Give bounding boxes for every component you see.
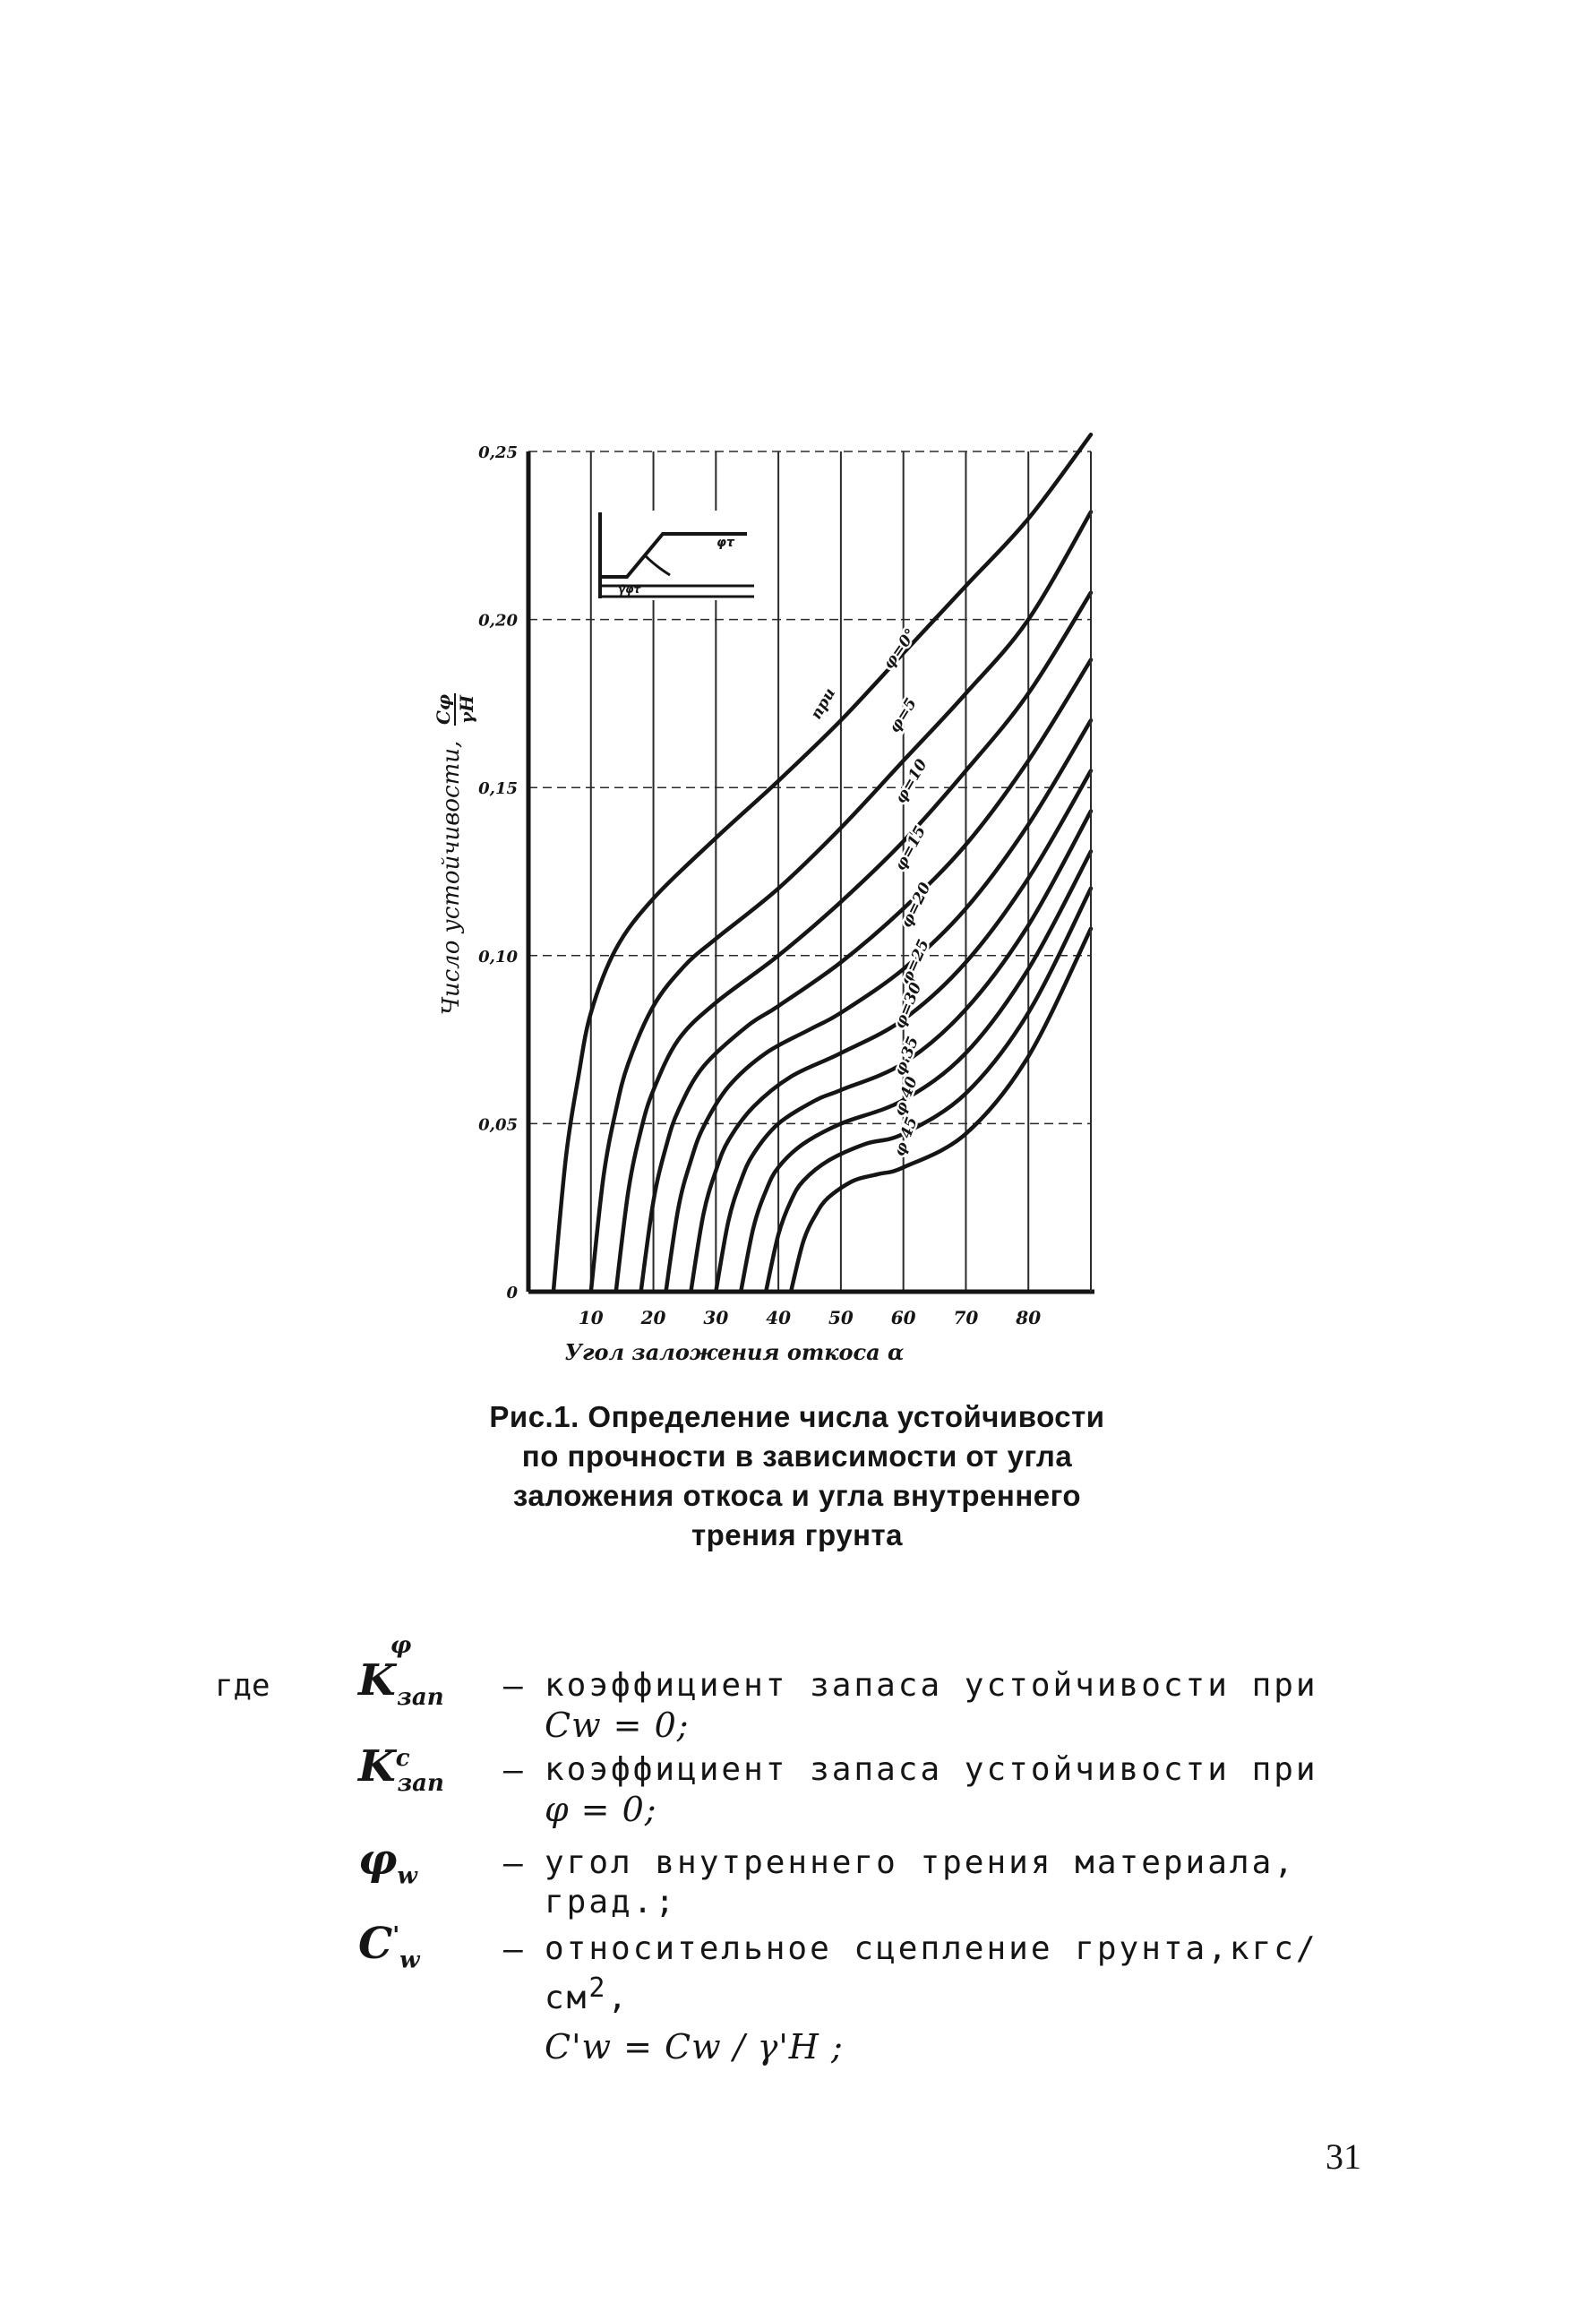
x-tick-label: 40: [766, 1307, 792, 1328]
series-line: [666, 720, 1092, 1292]
definition-text: [545, 1929, 1369, 2067]
definition-k-c: [358, 1741, 1379, 1836]
slope-inset-diagram: [596, 511, 758, 600]
definition-dash: –: [503, 1931, 523, 1968]
definition-condition: φ = 0;: [545, 1790, 657, 1829]
symbol-k-phi: [358, 1632, 493, 1711]
inset-label-top: φτ: [716, 536, 734, 550]
y-axis-fraction-den: γH: [456, 694, 477, 725]
curve-label: φ 45: [890, 1114, 922, 1159]
definition-dash: –: [503, 1845, 523, 1882]
y-tick-label: 0,05: [478, 1115, 518, 1135]
curve-label: при: [807, 684, 840, 723]
figure-caption: [394, 1397, 1200, 1555]
definition-line: коэффициент запаса устойчивости при: [545, 1667, 1318, 1704]
symbol-main: K: [358, 1741, 396, 1792]
symbol-sup: ': [392, 1922, 400, 1949]
definition-dash: –: [503, 1668, 523, 1705]
x-tick-label: 30: [703, 1307, 729, 1328]
definition-text: [545, 1666, 1369, 1745]
definition-dash: –: [503, 1752, 523, 1789]
symbol-main: K: [358, 1655, 396, 1706]
y-tick-label: 0,25: [478, 443, 518, 462]
symbol-sub: w: [397, 1862, 417, 1890]
symbol-main: φ: [358, 1835, 398, 1885]
x-tick-label: 60: [890, 1307, 916, 1328]
definition-phi-w: [358, 1835, 1379, 1929]
curve-label: φ=0°: [880, 625, 921, 673]
y-axis-title: [433, 693, 477, 1015]
x-tick-label: 20: [640, 1307, 666, 1328]
definition-line: коэффициент запаса устойчивости при: [545, 1751, 1318, 1788]
curve-label: φ=5: [885, 695, 921, 736]
x-tick-label: 10: [578, 1307, 604, 1328]
curve-label: φ=30: [890, 980, 926, 1032]
definition-text: [545, 1750, 1369, 1829]
page-number: 31: [1326, 2136, 1361, 2177]
caption-line-1: Рис.1. Определение числа устойчивости: [489, 1400, 1105, 1433]
definition-line-text: относительное сцепление грунта,кгс/см: [545, 1930, 1318, 2016]
definition-condition: град.;: [545, 1884, 678, 1921]
x-tick-label: 80: [1016, 1307, 1042, 1328]
x-tick-label: 50: [828, 1307, 854, 1328]
symbol-sup: c: [395, 1745, 410, 1772]
y-axis-title-text: Число устойчивости,: [438, 740, 465, 1016]
symbol-sub: зап: [397, 1683, 444, 1711]
curve-label: φ 35: [890, 1034, 923, 1078]
caption-line-2: по прочности в зависимости от угла: [521, 1439, 1073, 1473]
symbol-k-c: [358, 1741, 493, 1797]
caption-line-3: заложения откоса и угла внутреннего: [512, 1479, 1082, 1512]
definition-c-w: [358, 1919, 1379, 2067]
curve-label: φ=20: [897, 880, 935, 931]
y-tick-label: 0,10: [478, 947, 518, 967]
symbol-main: C: [358, 1919, 393, 1969]
definition-condition: C'w = Cw / γ'H ;: [545, 2027, 844, 2067]
definition-line: [545, 1929, 1369, 2018]
symbol-sub: зап: [397, 1769, 444, 1797]
series-line: [691, 770, 1091, 1292]
symbol-sub: w: [399, 1946, 420, 1974]
definition-k-phi: [358, 1632, 1379, 1747]
definition-line-tail: ,: [607, 1980, 631, 2016]
inset-label-bottom: γ̄φτ: [618, 583, 641, 596]
symbol-phi-w: [358, 1835, 493, 1890]
curve-label: φ=25: [897, 936, 933, 988]
curve-label: φ=15: [891, 822, 931, 874]
where-label: где: [215, 1668, 270, 1704]
x-axis-title: Угол заложения откоса α: [564, 1339, 905, 1365]
y-tick-label: 0,15: [478, 779, 518, 799]
definition-condition: Cw = 0;: [545, 1706, 690, 1745]
definition-text: [545, 1843, 1369, 1922]
x-tick-label: 70: [953, 1307, 979, 1328]
curve-label: φ=10: [891, 756, 931, 807]
curve-label: φ 40: [890, 1074, 922, 1119]
symbol-sup: φ: [390, 1632, 412, 1659]
symbol-c-w: [358, 1919, 493, 1974]
y-axis-fraction-num: Cφ: [433, 693, 454, 726]
definition-line-sup: 2: [588, 1972, 608, 2004]
definition-line: угол внутреннего трения материала,: [545, 1844, 1296, 1881]
y-tick-label: 0,20: [478, 611, 518, 631]
y-tick-label: 0: [506, 1284, 518, 1302]
caption-line-4: трения грунта: [691, 1518, 904, 1551]
